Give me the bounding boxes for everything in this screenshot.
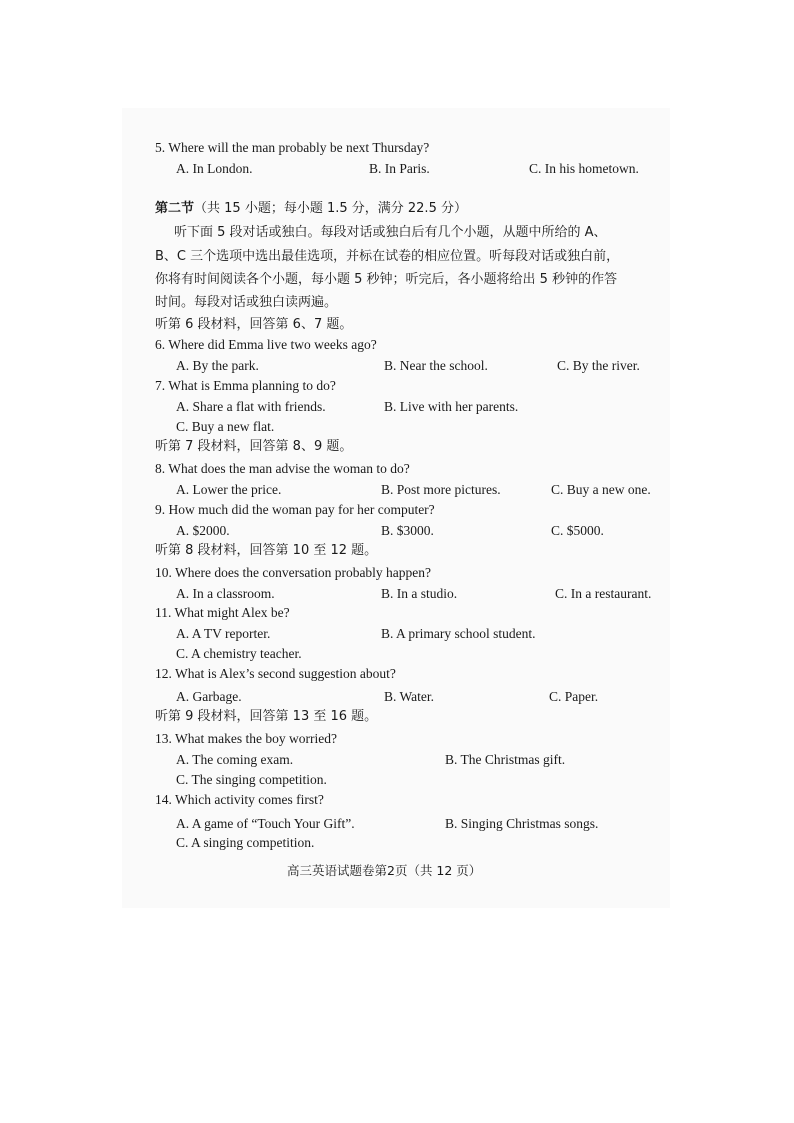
question-9-option-b: B. $3000. xyxy=(381,523,434,538)
question-8-stem: 8. What does the man advise the woman to do? xyxy=(155,461,410,476)
question-13-option-a: A. The coming exam. xyxy=(176,752,294,767)
question-14-option-a: A. A game of “Touch Your Gift”. xyxy=(176,816,355,831)
section-heading-title: 第二节 xyxy=(155,201,195,216)
section-heading xyxy=(155,200,467,218)
question-11-option-b: B. A primary school student. xyxy=(381,626,536,641)
question-13-stem: 13. What makes the boy worried? xyxy=(155,731,337,746)
question-7-option-a: A. Share a flat with friends. xyxy=(176,399,326,414)
question-6-option-b: B. Near the school. xyxy=(384,358,488,373)
question-7-option-b: B. Live with her parents. xyxy=(384,399,519,414)
question-5-stem: 5. Where will the man probably be next Thursday? xyxy=(155,140,430,155)
question-9-stem: 9. How much did the woman pay for her computer? xyxy=(155,502,435,517)
part-6-intro: 听第 6 段材料，回答第 6、7 题。 xyxy=(155,317,353,332)
question-10-option-b: B. In a studio. xyxy=(381,586,458,601)
instructions-line-3: 你将有时间阅读各个小题，每小题 5 秒钟；听完后，各小题将给出 5 秒钟的作答 xyxy=(155,272,618,287)
question-5-option-b: B. In Paris. xyxy=(369,161,430,176)
instructions-line-4: 时间。每段对话或独白读两遍。 xyxy=(155,295,338,310)
question-13-option-c: C. The singing competition. xyxy=(176,772,327,787)
page-footer: 高三英语试题卷第2页（共 12 页） xyxy=(287,863,482,878)
part-9-intro: 听第 9 段材料，回答第 13 至 16 题。 xyxy=(155,709,378,724)
question-10-stem: 10. Where does the conversation probably happen? xyxy=(155,565,432,580)
question-6-option-a: A. By the park. xyxy=(176,358,259,373)
question-8-option-a: A. Lower the price. xyxy=(176,482,282,497)
question-12-option-a: A. Garbage. xyxy=(176,689,242,704)
question-14-option-b: B. Singing Christmas songs. xyxy=(445,816,599,831)
question-7-option-c: C. Buy a new flat. xyxy=(176,419,275,434)
question-9-option-a: A. $2000. xyxy=(176,523,230,538)
question-12-option-c: C. Paper. xyxy=(549,689,599,704)
question-5-option-c: C. In his hometown. xyxy=(529,161,639,176)
question-5-option-a: A. In London. xyxy=(176,161,253,176)
question-7-stem: 7. What is Emma planning to do? xyxy=(155,378,336,393)
question-10-option-c: C. In a restaurant. xyxy=(555,586,652,601)
part-7-intro: 听第 7 段材料，回答第 8、9 题。 xyxy=(155,439,353,454)
question-9-option-c: C. $5000. xyxy=(551,523,604,538)
question-8-option-b: B. Post more pictures. xyxy=(381,482,501,497)
question-12-stem: 12. What is Alex’s second suggestion about? xyxy=(155,666,396,681)
question-14-stem: 14. Which activity comes first? xyxy=(155,792,324,807)
instructions-line-1: 听下面 5 段对话或独白。每段对话或独白后有几个小题，从题中所给的 A、 xyxy=(174,225,607,240)
part-8-intro: 听第 8 段材料，回答第 10 至 12 题。 xyxy=(155,543,378,558)
question-11-option-c: C. A chemistry teacher. xyxy=(176,646,302,661)
question-12-option-b: B. Water. xyxy=(384,689,435,704)
question-13-option-b: B. The Christmas gift. xyxy=(445,752,566,767)
question-14-option-c: C. A singing competition. xyxy=(176,835,315,850)
question-8-option-c: C. Buy a new one. xyxy=(551,482,651,497)
instructions-line-2: B、C 三个选项中选出最佳选项，并标在试卷的相应位置。听每段对话或独白前， xyxy=(155,249,620,264)
section-heading-note: （共 15 小题；每小题 1.5 分，满分 22.5 分） xyxy=(194,201,467,216)
question-11-stem: 11. What might Alex be? xyxy=(155,605,290,620)
question-6-stem: 6. Where did Emma live two weeks ago? xyxy=(155,337,377,352)
question-11-option-a: A. A TV reporter. xyxy=(176,626,271,641)
question-10-option-a: A. In a classroom. xyxy=(176,586,275,601)
question-6-option-c: C. By the river. xyxy=(557,358,640,373)
